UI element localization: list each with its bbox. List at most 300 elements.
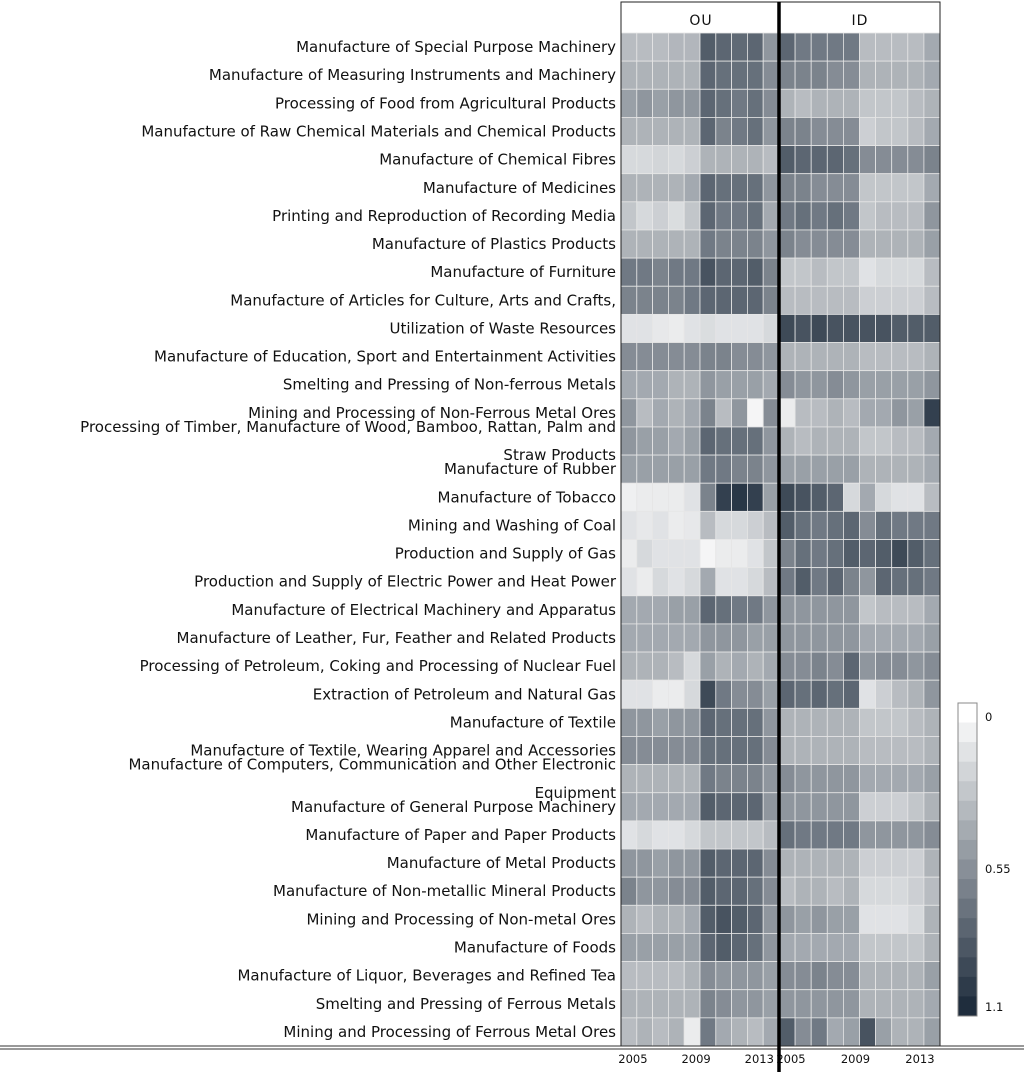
heatmap-cell-id-r19-c3: [827, 568, 843, 596]
heatmap-cell-ou-r30-c9: [763, 877, 779, 905]
heatmap-cell-id-r17-c4: [843, 511, 859, 539]
heatmap-cell-ou-r1-c7: [732, 61, 748, 89]
heatmap-cell-ou-r22-c4: [684, 652, 700, 680]
heatmap-cell-id-r3-c7: [892, 117, 908, 145]
heatmap-cell-ou-r0-c4: [684, 33, 700, 61]
heatmap-cell-id-r10-c0: [779, 314, 795, 342]
heatmap-cell-ou-r16-c0: [621, 483, 637, 511]
heatmap-cell-id-r15-c1: [795, 455, 811, 483]
heatmap-cell-ou-r5-c3: [668, 174, 684, 202]
heatmap-cell-ou-r6-c2: [653, 202, 669, 230]
heatmap-cell-ou-r17-c1: [637, 511, 653, 539]
heatmap-cell-ou-r14-c1: [637, 427, 653, 455]
heatmap-cell-ou-r20-c2: [653, 596, 669, 624]
heatmap-cell-ou-r3-c5: [700, 117, 716, 145]
heatmap-cell-id-r7-c9: [924, 230, 940, 258]
heatmap-cell-id-r5-c6: [876, 174, 892, 202]
heatmap-cell-ou-r15-c9: [763, 455, 779, 483]
heatmap-cell-ou-r32-c4: [684, 933, 700, 961]
row-label-30: Manufacture of Non-metallic Mineral Products: [273, 882, 616, 901]
heatmap-cell-id-r31-c5: [860, 905, 876, 933]
heatmap-cell-id-r4-c1: [795, 146, 811, 174]
heatmap-cell-ou-r28-c6: [716, 821, 732, 849]
heatmap-cell-id-r20-c8: [908, 596, 924, 624]
heatmap-cell-ou-r4-c0: [621, 146, 637, 174]
heatmap-cell-id-r20-c3: [827, 596, 843, 624]
heatmap-cell-id-r22-c2: [811, 652, 827, 680]
heatmap-cell-ou-r10-c7: [732, 314, 748, 342]
heatmap-cell-id-r23-c7: [892, 680, 908, 708]
heatmap-cell-ou-r0-c7: [732, 33, 748, 61]
heatmap-cell-id-r30-c2: [811, 877, 827, 905]
heatmap-cell-ou-r0-c6: [716, 33, 732, 61]
heatmap-cell-ou-r25-c8: [747, 736, 763, 764]
heatmap-cell-id-r14-c2: [811, 427, 827, 455]
heatmap-cell-ou-r10-c2: [653, 314, 669, 342]
heatmap-cell-ou-r33-c4: [684, 962, 700, 990]
heatmap-cell-ou-r18-c3: [668, 540, 684, 568]
heatmap-cell-ou-r8-c1: [637, 258, 653, 286]
heatmap-cell-ou-r26-c5: [700, 765, 716, 793]
heatmap-cell-id-r19-c7: [892, 568, 908, 596]
heatmap-cell-ou-r31-c7: [732, 905, 748, 933]
heatmap-cell-ou-r5-c1: [637, 174, 653, 202]
heatmap-cell-ou-r28-c7: [732, 821, 748, 849]
heatmap-cell-ou-r8-c2: [653, 258, 669, 286]
heatmap-cell-ou-r33-c8: [747, 962, 763, 990]
heatmap-cell-ou-r2-c0: [621, 89, 637, 117]
heatmap-cell-ou-r31-c4: [684, 905, 700, 933]
heatmap-cell-ou-r21-c9: [763, 624, 779, 652]
heatmap-cell-id-r20-c9: [924, 596, 940, 624]
heatmap-cell-ou-r27-c6: [716, 793, 732, 821]
heatmap-cell-id-r10-c9: [924, 314, 940, 342]
heatmap-cell-ou-r29-c9: [763, 849, 779, 877]
heatmap-cell-ou-r20-c4: [684, 596, 700, 624]
heatmap-cell-ou-r23-c6: [716, 680, 732, 708]
heatmap-cell-ou-r6-c1: [637, 202, 653, 230]
heatmap-cell-ou-r34-c4: [684, 990, 700, 1018]
heatmap-cell-id-r1-c5: [860, 61, 876, 89]
heatmap-cell-id-r22-c7: [892, 652, 908, 680]
heatmap-cell-ou-r34-c0: [621, 990, 637, 1018]
heatmap-cell-id-r26-c7: [892, 765, 908, 793]
heatmap-cell-id-r2-c9: [924, 89, 940, 117]
heatmap-cell-id-r18-c6: [876, 540, 892, 568]
heatmap-cell-ou-r15-c7: [732, 455, 748, 483]
heatmap-cell-id-r12-c4: [843, 371, 859, 399]
heatmap-cell-id-r2-c5: [860, 89, 876, 117]
heatmap-cell-id-r29-c7: [892, 849, 908, 877]
heatmap-cell-ou-r30-c7: [732, 877, 748, 905]
heatmap-cell-id-r7-c2: [811, 230, 827, 258]
heatmap-cell-id-r22-c8: [908, 652, 924, 680]
heatmap-cell-ou-r25-c7: [732, 736, 748, 764]
heatmap-cell-id-r16-c2: [811, 483, 827, 511]
color-legend: [958, 703, 1011, 1016]
heatmap-cell-ou-r24-c1: [637, 708, 653, 736]
heatmap-cell-id-r28-c1: [795, 821, 811, 849]
row-label-12: Smelting and Pressing of Non-ferrous Metals: [282, 375, 616, 394]
heatmap-cell-ou-r13-c6: [716, 399, 732, 427]
heatmap-cell-ou-r32-c2: [653, 933, 669, 961]
heatmap-cell-id-r30-c0: [779, 877, 795, 905]
heatmap-cell-ou-r33-c6: [716, 962, 732, 990]
heatmap-cell-id-r15-c2: [811, 455, 827, 483]
heatmap-cell-id-r0-c2: [811, 33, 827, 61]
heatmap-cell-id-r35-c3: [827, 1018, 843, 1046]
heatmap-cell-id-r5-c3: [827, 174, 843, 202]
heatmap-cell-ou-r18-c0: [621, 540, 637, 568]
heatmap-cell-id-r6-c5: [860, 202, 876, 230]
heatmap-cell-ou-r3-c3: [668, 117, 684, 145]
heatmap-cell-ou-r33-c7: [732, 962, 748, 990]
heatmap-cell-ou-r24-c9: [763, 708, 779, 736]
heatmap-cell-id-r14-c3: [827, 427, 843, 455]
heatmap-cell-ou-r12-c3: [668, 371, 684, 399]
heatmap-cell-ou-r24-c7: [732, 708, 748, 736]
heatmap-cell-id-r16-c9: [924, 483, 940, 511]
x-tick-ou-1: 2009: [681, 1052, 711, 1066]
row-label-18: Production and Supply of Gas: [394, 544, 616, 563]
heatmap-cell-ou-r9-c4: [684, 286, 700, 314]
heatmap-cell-id-r34-c3: [827, 990, 843, 1018]
heatmap-cell-id-r23-c0: [779, 680, 795, 708]
heatmap-cell-ou-r29-c3: [668, 849, 684, 877]
heatmap-cell-id-r32-c0: [779, 933, 795, 961]
heatmap-cell-id-r14-c7: [892, 427, 908, 455]
heatmap-cell-ou-r19-c7: [732, 568, 748, 596]
heatmap-cell-ou-r10-c1: [637, 314, 653, 342]
heatmap-cell-ou-r18-c9: [763, 540, 779, 568]
row-label-17: Mining and Washing of Coal: [407, 516, 616, 535]
heatmap-cell-id-r4-c2: [811, 146, 827, 174]
heatmap-cell-ou-r6-c9: [763, 202, 779, 230]
heatmap-cell-id-r13-c4: [843, 399, 859, 427]
heatmap-cell-id-r29-c8: [908, 849, 924, 877]
heatmap-cell-id-r12-c6: [876, 371, 892, 399]
heatmap-cell-ou-r7-c8: [747, 230, 763, 258]
heatmap-cell-ou-r16-c6: [716, 483, 732, 511]
heatmap-cell-ou-r9-c2: [653, 286, 669, 314]
heatmap-cell-id-r6-c3: [827, 202, 843, 230]
heatmap-cell-ou-r13-c8: [747, 399, 763, 427]
heatmap-cell-id-r24-c2: [811, 708, 827, 736]
heatmap-cell-ou-r33-c5: [700, 962, 716, 990]
heatmap-cell-ou-r8-c9: [763, 258, 779, 286]
heatmap-cell-id-r18-c5: [860, 540, 876, 568]
heatmap-cell-id-r25-c3: [827, 736, 843, 764]
heatmap-cell-id-r13-c6: [876, 399, 892, 427]
heatmap-cell-id-r30-c1: [795, 877, 811, 905]
heatmap-cell-id-r13-c7: [892, 399, 908, 427]
heatmap-cell-ou-r21-c7: [732, 624, 748, 652]
heatmap-cell-ou-r35-c6: [716, 1018, 732, 1046]
heatmap-cell-id-r31-c7: [892, 905, 908, 933]
heatmap-cell-id-r25-c1: [795, 736, 811, 764]
heatmap-cell-id-r26-c4: [843, 765, 859, 793]
heatmap-cell-id-r15-c0: [779, 455, 795, 483]
heatmap-cell-id-r27-c0: [779, 793, 795, 821]
heatmap-cell-ou-r35-c4: [684, 1018, 700, 1046]
heatmap-cell-ou-r23-c3: [668, 680, 684, 708]
heatmap-cell-id-r24-c6: [876, 708, 892, 736]
heatmap-cell-id-r19-c9: [924, 568, 940, 596]
heatmap-cell-ou-r23-c4: [684, 680, 700, 708]
heatmap-cell-id-r32-c2: [811, 933, 827, 961]
heatmap-cell-ou-r16-c2: [653, 483, 669, 511]
heatmap-cell-id-r25-c6: [876, 736, 892, 764]
heatmap-cell-ou-r10-c0: [621, 314, 637, 342]
heatmap-cell-ou-r14-c2: [653, 427, 669, 455]
heatmap-cell-id-r4-c6: [876, 146, 892, 174]
heatmap-cell-ou-r25-c5: [700, 736, 716, 764]
heatmap-cell-id-r6-c2: [811, 202, 827, 230]
heatmap-cell-ou-r24-c2: [653, 708, 669, 736]
heatmap-cell-id-r8-c0: [779, 258, 795, 286]
heatmap-cell-id-r3-c4: [843, 117, 859, 145]
heatmap-cell-ou-r30-c8: [747, 877, 763, 905]
legend-label-mid: 0.55: [985, 862, 1011, 876]
heatmap-cell-id-r9-c3: [827, 286, 843, 314]
heatmap-cell-ou-r14-c4: [684, 427, 700, 455]
heatmap-cell-ou-r34-c9: [763, 990, 779, 1018]
heatmap-cell-id-r12-c5: [860, 371, 876, 399]
heatmap-cell-ou-r27-c0: [621, 793, 637, 821]
heatmap-cell-ou-r34-c6: [716, 990, 732, 1018]
group-label-id: ID: [851, 13, 869, 29]
heatmap-cell-id-r17-c5: [860, 511, 876, 539]
heatmap-cell-id-r28-c7: [892, 821, 908, 849]
heatmap-cell-id-r0-c7: [892, 33, 908, 61]
heatmap-cell-ou-r6-c5: [700, 202, 716, 230]
heatmap-cell-id-r18-c3: [827, 540, 843, 568]
heatmap-cell-id-r33-c8: [908, 962, 924, 990]
heatmap-cell-id-r20-c4: [843, 596, 859, 624]
heatmap-cell-id-r6-c9: [924, 202, 940, 230]
heatmap-cell-ou-r32-c3: [668, 933, 684, 961]
heatmap-cell-ou-r18-c5: [700, 540, 716, 568]
legend-step-3: [958, 762, 977, 782]
heatmap-cell-ou-r16-c7: [732, 483, 748, 511]
heatmap-cell-id-r7-c0: [779, 230, 795, 258]
heatmap-cell-ou-r27-c8: [747, 793, 763, 821]
row-label-26-line0: Manufacture of Computers, Communication and Other Electronic: [128, 755, 616, 774]
heatmap-cell-id-r34-c8: [908, 990, 924, 1018]
heatmap-cell-id-r24-c9: [924, 708, 940, 736]
heatmap-cell-id-r24-c3: [827, 708, 843, 736]
heatmap-cell-ou-r15-c0: [621, 455, 637, 483]
heatmap-cell-id-r2-c6: [876, 89, 892, 117]
legend-steps: [958, 703, 977, 1016]
heatmap-cell-id-r5-c9: [924, 174, 940, 202]
heatmap-cell-ou-r13-c0: [621, 399, 637, 427]
heatmap-cell-ou-r2-c2: [653, 89, 669, 117]
heatmap-cell-ou-r22-c1: [637, 652, 653, 680]
heatmap-cell-id-r16-c8: [908, 483, 924, 511]
heatmap-cell-ou-r8-c3: [668, 258, 684, 286]
heatmap-cell-ou-r1-c5: [700, 61, 716, 89]
heatmap-cell-ou-r30-c0: [621, 877, 637, 905]
heatmap-cell-ou-r16-c9: [763, 483, 779, 511]
heatmap-cell-ou-r16-c4: [684, 483, 700, 511]
heatmap-cell-id-r18-c2: [811, 540, 827, 568]
heatmap-cell-id-r32-c1: [795, 933, 811, 961]
heatmap-cell-id-r24-c8: [908, 708, 924, 736]
heatmap-cell-id-r24-c7: [892, 708, 908, 736]
heatmap-cell-ou-r26-c7: [732, 765, 748, 793]
heatmap-cell-id-r14-c8: [908, 427, 924, 455]
heatmap-cell-ou-r13-c1: [637, 399, 653, 427]
legend-label-max: 1.1: [985, 1000, 1004, 1014]
heatmap-cell-ou-r10-c8: [747, 314, 763, 342]
heatmap-cell-id-r11-c6: [876, 343, 892, 371]
heatmap-cell-ou-r3-c9: [763, 117, 779, 145]
heatmap-cell-id-r30-c9: [924, 877, 940, 905]
heatmap-cell-id-r21-c5: [860, 624, 876, 652]
row-label-14-line1: Straw Products: [503, 446, 616, 465]
heatmap-cell-ou-r10-c5: [700, 314, 716, 342]
heatmap-cell-ou-r0-c2: [653, 33, 669, 61]
heatmap-cell-ou-r13-c7: [732, 399, 748, 427]
legend-step-11: [958, 918, 977, 938]
heatmap-cell-id-r10-c7: [892, 314, 908, 342]
heatmap-cell-ou-r10-c9: [763, 314, 779, 342]
heatmap-cell-id-r3-c9: [924, 117, 940, 145]
heatmap-cell-ou-r17-c9: [763, 511, 779, 539]
heatmap-cell-ou-r5-c9: [763, 174, 779, 202]
heatmap-cell-id-r6-c4: [843, 202, 859, 230]
heatmap-cell-ou-r21-c6: [716, 624, 732, 652]
heatmap-cell-id-r8-c9: [924, 258, 940, 286]
heatmap-cell-ou-r18-c7: [732, 540, 748, 568]
heatmap-cell-ou-r9-c0: [621, 286, 637, 314]
heatmap-cell-ou-r19-c5: [700, 568, 716, 596]
heatmap-cell-ou-r27-c7: [732, 793, 748, 821]
heatmap-cell-ou-r17-c7: [732, 511, 748, 539]
heatmap-cell-ou-r17-c6: [716, 511, 732, 539]
heatmap-cell-id-r5-c5: [860, 174, 876, 202]
heatmap-cell-id-r22-c6: [876, 652, 892, 680]
heatmap-cell-ou-r21-c4: [684, 624, 700, 652]
heatmap-cell-id-r3-c0: [779, 117, 795, 145]
heatmap-cell-id-r6-c8: [908, 202, 924, 230]
heatmap-cell-ou-r12-c5: [700, 371, 716, 399]
heatmap-cell-ou-r1-c2: [653, 61, 669, 89]
heatmap-cell-id-r26-c1: [795, 765, 811, 793]
heatmap-cell-id-r30-c5: [860, 877, 876, 905]
heatmap-cell-id-r16-c5: [860, 483, 876, 511]
heatmap-cell-ou-r11-c4: [684, 343, 700, 371]
heatmap-cell-ou-r24-c4: [684, 708, 700, 736]
heatmap-cell-id-r19-c4: [843, 568, 859, 596]
heatmap-cell-id-r8-c3: [827, 258, 843, 286]
heatmap-cell-id-r2-c3: [827, 89, 843, 117]
heatmap-cell-id-r0-c1: [795, 33, 811, 61]
heatmap-cell-ou-r6-c3: [668, 202, 684, 230]
row-label-28: Manufacture of Paper and Paper Products: [305, 826, 616, 844]
heatmap-cell-ou-r22-c0: [621, 652, 637, 680]
heatmap-cell-ou-r23-c2: [653, 680, 669, 708]
heatmap-cell-ou-r32-c8: [747, 933, 763, 961]
heatmap-cell-id-r8-c4: [843, 258, 859, 286]
heatmap-cell-id-r2-c8: [908, 89, 924, 117]
heatmap-cell-ou-r27-c9: [763, 793, 779, 821]
heatmap-cell-ou-r20-c0: [621, 596, 637, 624]
heatmap-cell-id-r4-c5: [860, 146, 876, 174]
heatmap-cell-id-r0-c9: [924, 33, 940, 61]
heatmap-cell-id-r29-c3: [827, 849, 843, 877]
heatmap-cell-id-r25-c2: [811, 736, 827, 764]
row-label-34: Smelting and Pressing of Ferrous Metals: [315, 994, 616, 1013]
row-label-5: Manufacture of Medicines: [422, 178, 616, 197]
heatmap-cell-ou-r28-c5: [700, 821, 716, 849]
heatmap-cell-id-r23-c4: [843, 680, 859, 708]
heatmap-cell-id-r8-c2: [811, 258, 827, 286]
heatmap-cell-ou-r35-c1: [637, 1018, 653, 1046]
heatmap-cell-id-r20-c2: [811, 596, 827, 624]
heatmap-cell-ou-r6-c4: [684, 202, 700, 230]
heatmap-cell-ou-r7-c0: [621, 230, 637, 258]
row-label-33: Manufacture of Liquor, Beverages and Refined Tea: [237, 966, 616, 985]
heatmap-cell-ou-r0-c3: [668, 33, 684, 61]
heatmap-cell-ou-r2-c8: [747, 89, 763, 117]
heatmap-cell-id-r35-c9: [924, 1018, 940, 1046]
heatmap-cell-id-r7-c6: [876, 230, 892, 258]
x-tick-id-0: 2005: [776, 1052, 806, 1066]
row-label-31: Mining and Processing of Non-metal Ores: [306, 910, 616, 929]
heatmap-cell-id-r14-c6: [876, 427, 892, 455]
heatmap-cell-ou-r19-c2: [653, 568, 669, 596]
heatmap-cell-ou-r21-c0: [621, 624, 637, 652]
heatmap-cell-ou-r0-c1: [637, 33, 653, 61]
heatmap-cell-ou-r5-c0: [621, 174, 637, 202]
heatmap-cell-id-r10-c3: [827, 314, 843, 342]
heatmap-cell-id-r14-c4: [843, 427, 859, 455]
heatmap-cell-id-r5-c2: [811, 174, 827, 202]
heatmap-cell-id-r3-c3: [827, 117, 843, 145]
row-label-3: Manufacture of Raw Chemical Materials and Chemical Products: [141, 122, 616, 141]
heatmap-cell-id-r25-c8: [908, 736, 924, 764]
heatmap-cell-id-r0-c0: [779, 33, 795, 61]
heatmap-cell-id-r2-c4: [843, 89, 859, 117]
heatmap-cell-id-r29-c0: [779, 849, 795, 877]
heatmap-cell-id-r26-c9: [924, 765, 940, 793]
heatmap-cell-ou-r13-c3: [668, 399, 684, 427]
heatmap-cell-id-r35-c2: [811, 1018, 827, 1046]
heatmap-cell-ou-r7-c1: [637, 230, 653, 258]
heatmap-cell-id-r14-c0: [779, 427, 795, 455]
heatmap-cell-ou-r31-c2: [653, 905, 669, 933]
heatmap-cell-ou-r8-c8: [747, 258, 763, 286]
legend-step-10: [958, 899, 977, 919]
heatmap-cell-ou-r20-c8: [747, 596, 763, 624]
heatmap-cell-id-r18-c9: [924, 540, 940, 568]
heatmap-cell-id-r13-c5: [860, 399, 876, 427]
heatmap-cell-id-r17-c1: [795, 511, 811, 539]
heatmap-cell-id-r11-c8: [908, 343, 924, 371]
heatmap-cell-id-r19-c8: [908, 568, 924, 596]
heatmap-cell-id-r25-c7: [892, 736, 908, 764]
heatmap-cell-ou-r1-c1: [637, 61, 653, 89]
heatmap-cell-ou-r30-c6: [716, 877, 732, 905]
heatmap-cell-id-r26-c6: [876, 765, 892, 793]
heatmap-cell-ou-r6-c8: [747, 202, 763, 230]
heatmap-cell-ou-r19-c8: [747, 568, 763, 596]
heatmap-cell-id-r9-c5: [860, 286, 876, 314]
heatmap-cell-id-r5-c8: [908, 174, 924, 202]
heatmap-cell-id-r21-c4: [843, 624, 859, 652]
